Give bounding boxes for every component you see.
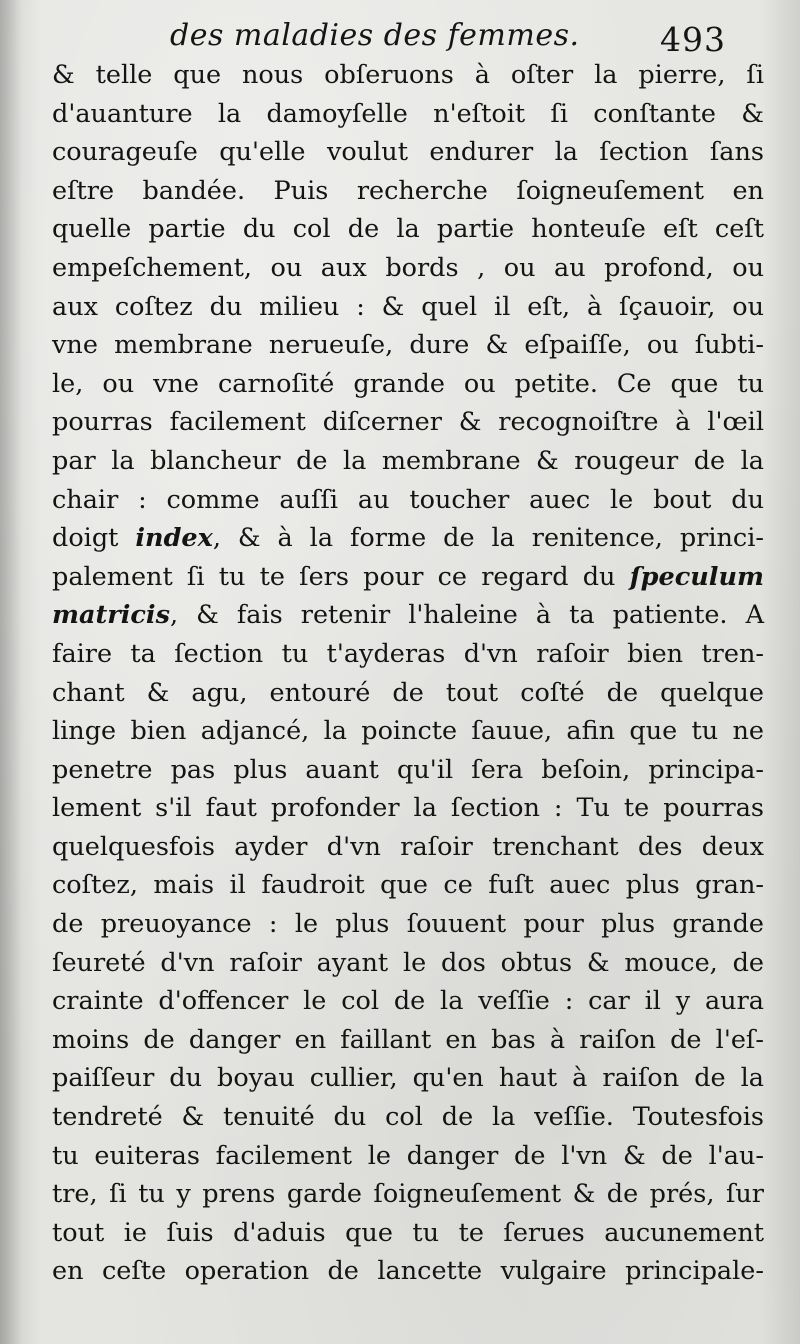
text-line: penetre pas plus auant qu'il ſera beſoin, principa- <box>52 754 764 785</box>
italic-term: ſpeculum <box>629 561 764 592</box>
text-line: par la blancheur de la membrane & rougeur de la <box>52 445 764 476</box>
text-line: coſtez, mais il faudroit que ce fuſt auec plus gran- <box>52 870 764 901</box>
gutter-shadow <box>0 0 22 1344</box>
text-line <box>52 558 764 597</box>
text-line: tout ie ſuis d'aduis que tu te ſerues aucunement <box>52 1217 764 1248</box>
text-line: empeſchement, ou aux bords , ou au profond, ou <box>52 252 764 283</box>
page-header <box>0 14 800 60</box>
text-line: moins de danger en faillant en bas à raiſon de l'eſ- <box>52 1024 764 1055</box>
running-head: des maladies des femmes. <box>170 18 580 53</box>
text-line: courageuſe qu'elle voulut endurer la ſection ſans <box>52 137 764 168</box>
text-line: tre, ſi tu y prens garde ſoigneuſement & de prés, ſur <box>52 1179 764 1210</box>
italic-term: index <box>135 523 213 554</box>
text-line: tu euiteras facilement le danger de l'vn & de l'au- <box>52 1140 764 1171</box>
text-line: en ceſte operation de lancette vulgaire principale- <box>52 1256 764 1287</box>
text-line: lement s'il faut profonder la ſection : Tu te pourras <box>52 793 764 824</box>
text-line: aux coſtez du milieu : & quel il eſt, à ſçauoir, ou <box>52 291 764 322</box>
text-line: tendreté & tenuité du col de la veſſie. Toutesfois <box>52 1102 764 1133</box>
body-text <box>52 56 764 1291</box>
text-line: chair : comme auſſi au toucher auec le bout du <box>52 484 764 515</box>
line-text: , & à la forme de la renitence, princi- <box>212 523 764 554</box>
line-text: palement ſi tu te ſers pour ce regard du <box>52 561 630 592</box>
text-line: de preuoyance : le plus ſouuent pour plus grande <box>52 909 764 940</box>
text-line: linge bien adjancé, la poincte ſauue, afin que tu ne <box>52 716 764 747</box>
text-line <box>52 596 764 635</box>
text-line: quelquesfois ayder d'vn raſoir trenchant des deux <box>52 831 764 862</box>
text-line: d'auanture la damoyſelle n'eſtoit ſi conſtante & <box>52 98 764 129</box>
text-line: pourras facilement diſcerner & recognoiſtre à l'œil <box>52 407 764 438</box>
text-line: & telle que nous obſeruons à oſter la pierre, ſi <box>52 60 764 90</box>
line-text: doigt <box>52 523 136 554</box>
text-line: quelle partie du col de la partie honteuſe eſt ceſt <box>52 214 764 245</box>
text-line: le, ou vne carnoſité grande ou petite. Ce que tu <box>52 368 764 399</box>
text-line: ſeureté d'vn raſoir ayant le dos obtus & mouce, de <box>52 947 764 978</box>
page-number: 493 <box>660 20 726 59</box>
line-text: , & fais retenir l'haleine à ta patiente. A <box>169 600 764 631</box>
text-line: crainte d'offencer le col de la veſſie : car il y aura <box>52 986 764 1017</box>
text-line: paiſſeur du boyau cullier, qu'en haut à raiſon de la <box>52 1063 764 1094</box>
text-line: faire ta ſection tu t'ayderas d'vn raſoir bien tren- <box>52 638 764 669</box>
italic-term: matricis <box>52 600 170 631</box>
text-line <box>52 519 764 558</box>
text-line: vne membrane nerueuſe, dure & eſpaiſſe, ou ſubti- <box>52 330 764 361</box>
text-line: chant & agu, entouré de tout coſté de quelque <box>52 677 764 708</box>
text-line: eſtre bandée. Puis recherche ſoigneuſement en <box>52 175 764 206</box>
